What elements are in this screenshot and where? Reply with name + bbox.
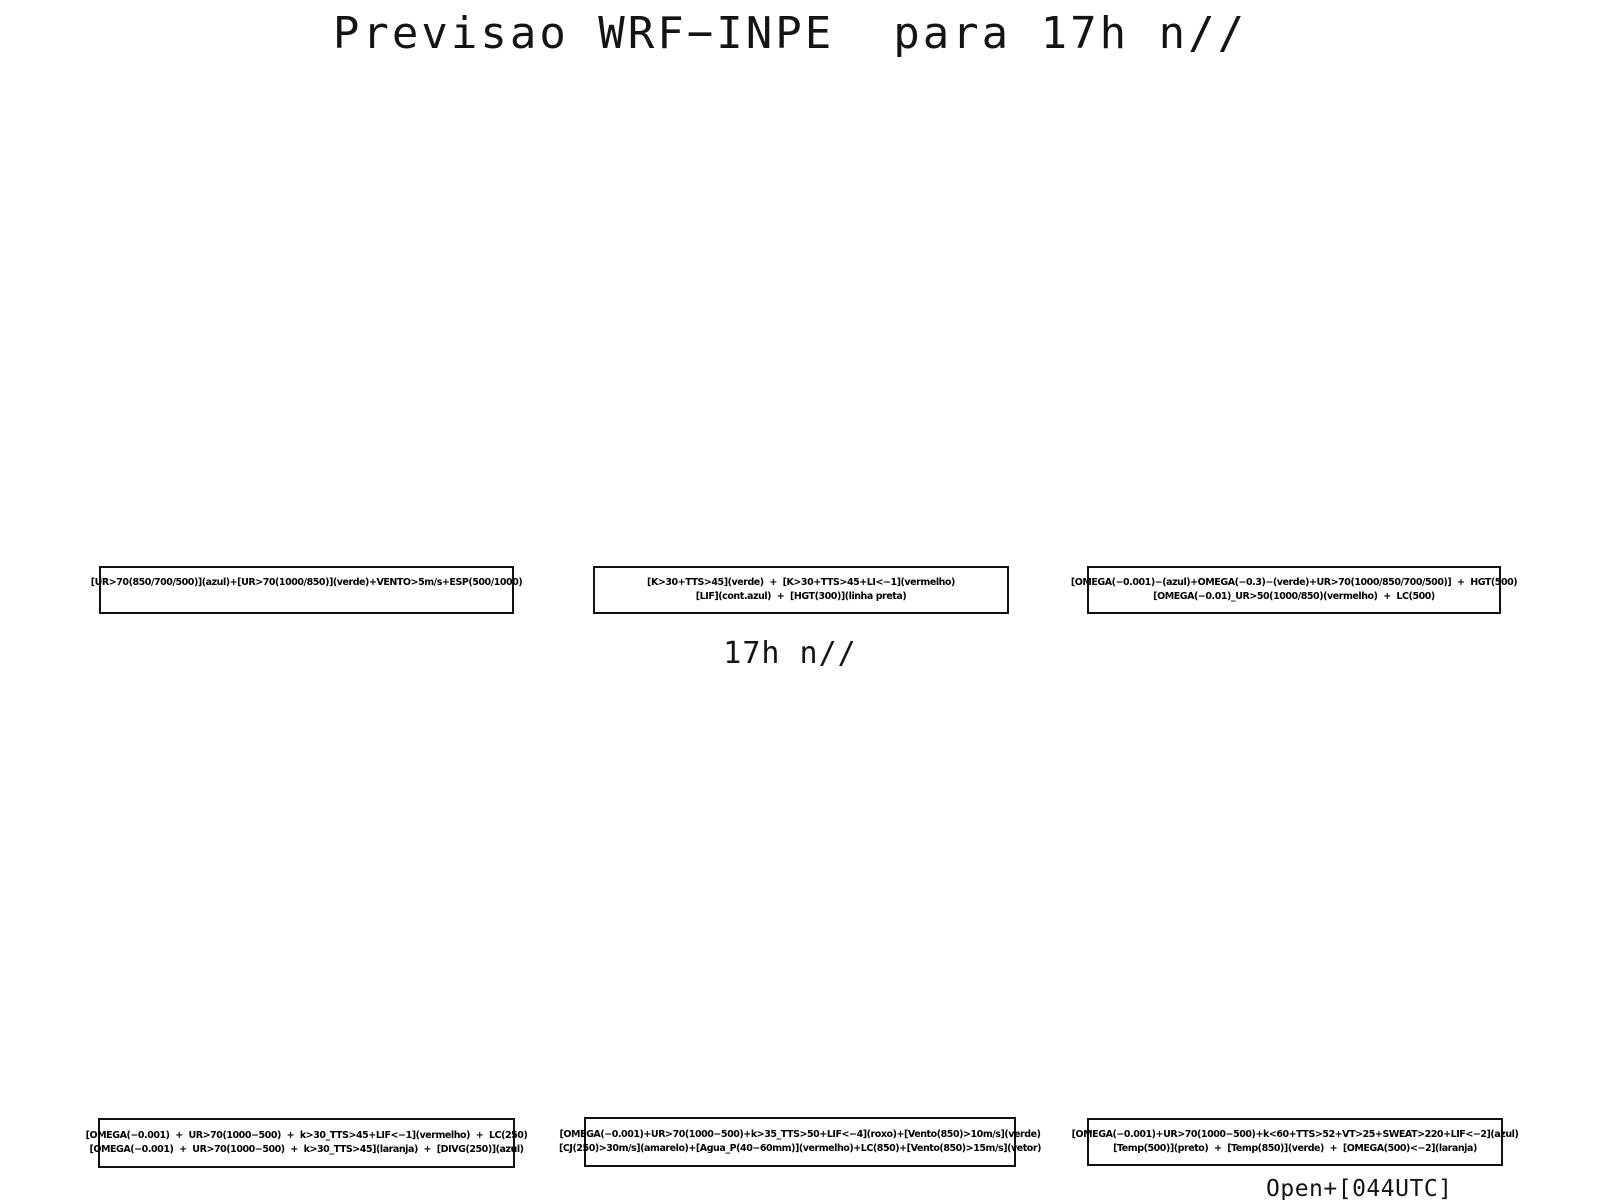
footer-utc-label: Open+[044UTC] [1266,1176,1453,1200]
panel-caption-line: [LIF](cont.azul) + [HGT(300)](linha preta) [695,591,907,602]
panel-caption-bottom-left [85,1118,528,1168]
panel-caption-line: [Temp(500)](preto) + [Temp(850)](verde) + [OMEGA(500)<−2](laranja) [1113,1143,1477,1154]
panel-caption-top-center [593,566,1009,614]
panel-caption-top-left [90,566,523,614]
panel-caption-line: [OMEGA(−0.01)_UR>50(1000/850)(vermelho) + LC(500) [1153,591,1435,602]
panel-caption-line: [OMEGA(−0.001)−(azul)+OMEGA(−0.3)−(verde)+UR>70(1000/850/700/500)] + HGT(500) [1070,577,1518,588]
panel-caption-line: [OMEGA(−0.001) + UR>70(1000−500) + k>30_TTS>45+LIF<−1](vermelho) + LC(250) [85,1130,528,1141]
panel-caption-bottom-center [558,1117,1042,1167]
panel-caption-bottom-right [1071,1118,1519,1166]
panel-caption-line: [OMEGA(−0.001) + UR>70(1000−500) + k>30_TTS>45](laranja) + [DIVG(250)](azul) [89,1144,524,1155]
panel-caption-line: [UR>70(850/700/500)](azul)+[UR>70(1000/850)](verde)+VENTO>5m/s+ESP(500/1000) [90,577,523,588]
page-title: Previsao WRF−INPE para 17h n// [332,8,1248,59]
panel-caption-line: [OMEGA(−0.001)+UR>70(1000−500)+k<60+TTS>52+VT>25+SWEAT>220+LIF<−2](azul) [1071,1129,1519,1140]
panel-caption-line: [CJ(250)>30m/s](amarelo)+[Agua_P(40−60mm)](vermelho)+LC(850)+[Vento(850)>15m/s](vetor) [558,1143,1042,1154]
panel-caption-top-right [1070,566,1518,614]
center-time-label: 17h n// [723,636,857,671]
panel-caption-line: [K>30+TTS>45](verde) + [K>30+TTS>45+LI<−1](vermelho) [647,577,955,588]
panel-caption-line: [OMEGA(−0.001)+UR>70(1000−500)+k>35_TTS>50+LIF<−4](roxo)+[Vento(850)>10m/s](verde) [559,1129,1041,1140]
